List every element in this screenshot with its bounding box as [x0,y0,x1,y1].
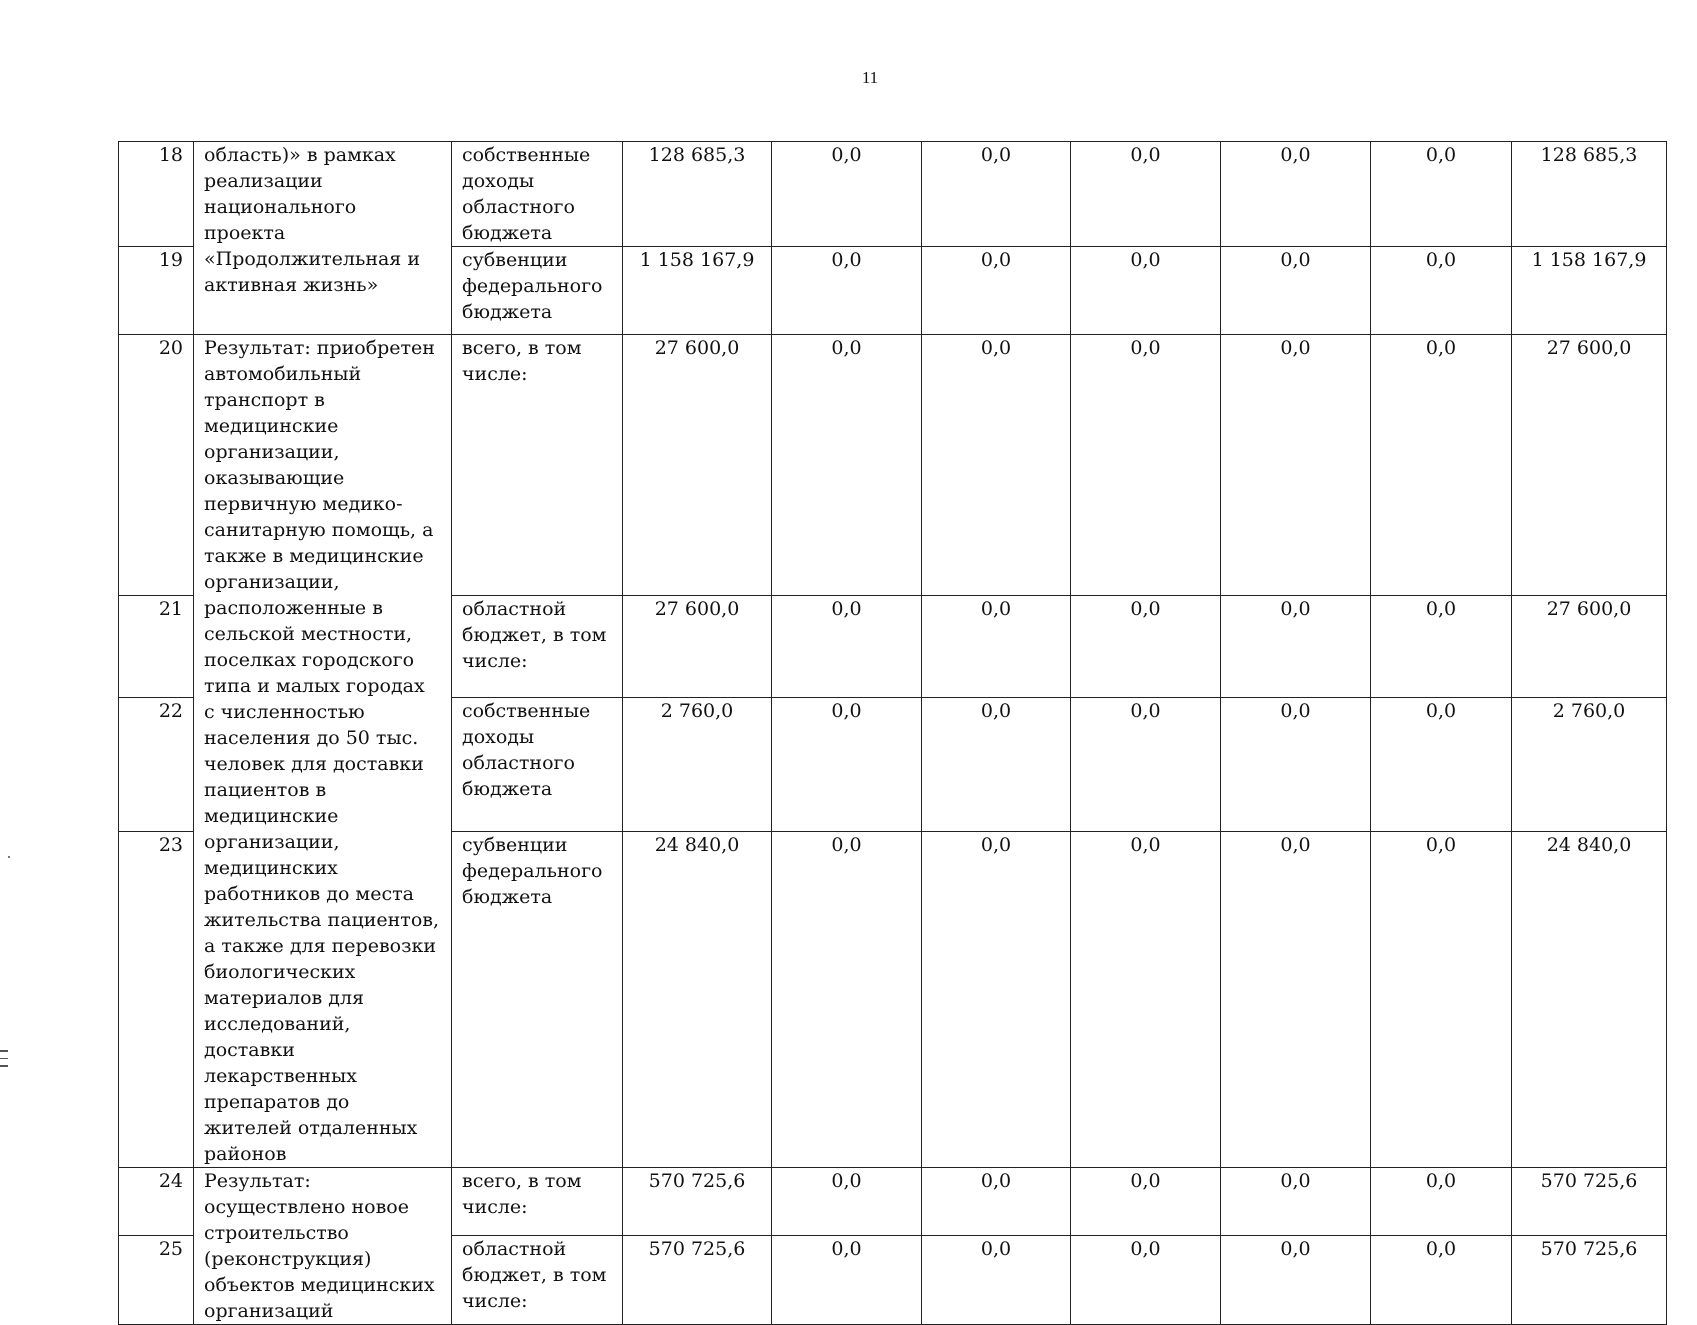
value-cell: 0,0 [922,1235,1071,1324]
value-cell: 0,0 [922,1168,1071,1236]
value-cell: 128 685,3 [623,142,772,247]
row-description: Результат: приобретен автомобильный транспорт в медицинские организации, оказывающие первичную медико-санитарную помощь, а также в медицинские организации, расположенные в сельской местности, поселках городского типа и малых городах с численностью населения до 50 тыс. человек для доставки пациентов в медицинские организации, медицинских работников до места жительства пациентов, а также для перевозки биологических материалов для исследований, доставки лекарственных препаратов до жителей отдаленных районов [194,335,452,1168]
funding-source: собственные доходы областного бюджета [452,697,623,832]
value-cell: 0,0 [1221,595,1371,697]
value-cell: 0,0 [1371,1235,1512,1324]
value-cell: 0,0 [1221,832,1371,1168]
value-cell: 0,0 [1371,1168,1512,1236]
total-cell: 1 158 167,9 [1512,247,1667,335]
value-cell: 0,0 [772,335,922,596]
funding-source: субвенции федерального бюджета [452,832,623,1168]
value-cell: 0,0 [1071,697,1221,832]
value-cell: 0,0 [1071,1235,1221,1324]
total-cell: 2 760,0 [1512,697,1667,832]
value-cell: 0,0 [772,1168,922,1236]
total-cell: 128 685,3 [1512,142,1667,247]
row-number: 20 [119,335,194,596]
value-cell: 0,0 [1221,697,1371,832]
funding-source: областной бюджет, в том числе: [452,595,623,697]
funding-source: субвенции федерального бюджета [452,247,623,335]
value-cell: 0,0 [1071,142,1221,247]
funding-source: всего, в том числе: [452,335,623,596]
value-cell: 27 600,0 [623,595,772,697]
value-cell: 0,0 [772,247,922,335]
value-cell: 0,0 [772,142,922,247]
table-row [119,142,1667,247]
value-cell: 0,0 [1071,832,1221,1168]
row-number: 24 [119,1168,194,1236]
total-cell: 24 840,0 [1512,832,1667,1168]
budget-table [118,141,1667,1325]
value-cell: 0,0 [1221,335,1371,596]
table-row [119,1168,1667,1236]
value-cell: 0,0 [1071,335,1221,596]
value-cell: 0,0 [1221,142,1371,247]
value-cell: 0,0 [922,595,1071,697]
value-cell: 0,0 [1371,247,1512,335]
value-cell: 1 158 167,9 [623,247,772,335]
total-cell: 27 600,0 [1512,335,1667,596]
value-cell: 0,0 [1371,595,1512,697]
value-cell: 27 600,0 [623,335,772,596]
value-cell: 570 725,6 [623,1168,772,1236]
row-number: 18 [119,142,194,247]
value-cell: 0,0 [772,697,922,832]
row-number: 22 [119,697,194,832]
row-number: 19 [119,247,194,335]
value-cell: 24 840,0 [623,832,772,1168]
table-row [119,335,1667,596]
page-number: 11 [861,68,879,87]
value-cell: 0,0 [922,142,1071,247]
value-cell: 0,0 [772,1235,922,1324]
total-cell: 570 725,6 [1512,1235,1667,1324]
row-description: Результат: осуществлено новое строительство (реконструкция) объектов медицинских организаций [194,1168,452,1325]
value-cell: 0,0 [1221,1235,1371,1324]
funding-source: областной бюджет, в том числе: [452,1235,623,1324]
value-cell: 0,0 [1071,1168,1221,1236]
scan-artifact [8,856,10,858]
scan-margin-marks [0,1050,10,1100]
row-number: 25 [119,1235,194,1324]
funding-source: собственные доходы областного бюджета [452,142,623,247]
value-cell: 0,0 [1071,247,1221,335]
value-cell: 0,0 [922,335,1071,596]
value-cell: 0,0 [1371,832,1512,1168]
value-cell: 0,0 [1221,1168,1371,1236]
value-cell: 0,0 [1071,595,1221,697]
value-cell: 0,0 [772,595,922,697]
row-number: 23 [119,832,194,1168]
value-cell: 0,0 [772,832,922,1168]
value-cell: 0,0 [1371,697,1512,832]
funding-source: всего, в том числе: [452,1168,623,1236]
value-cell: 0,0 [922,247,1071,335]
value-cell: 0,0 [922,832,1071,1168]
total-cell: 570 725,6 [1512,1168,1667,1236]
value-cell: 0,0 [1221,247,1371,335]
row-number: 21 [119,595,194,697]
row-description: область)» в рамках реализации национального проекта «Продолжительная и активная жизнь» [194,142,452,335]
total-cell: 27 600,0 [1512,595,1667,697]
value-cell: 2 760,0 [623,697,772,832]
value-cell: 0,0 [1371,142,1512,247]
value-cell: 570 725,6 [623,1235,772,1324]
value-cell: 0,0 [1371,335,1512,596]
value-cell: 0,0 [922,697,1071,832]
